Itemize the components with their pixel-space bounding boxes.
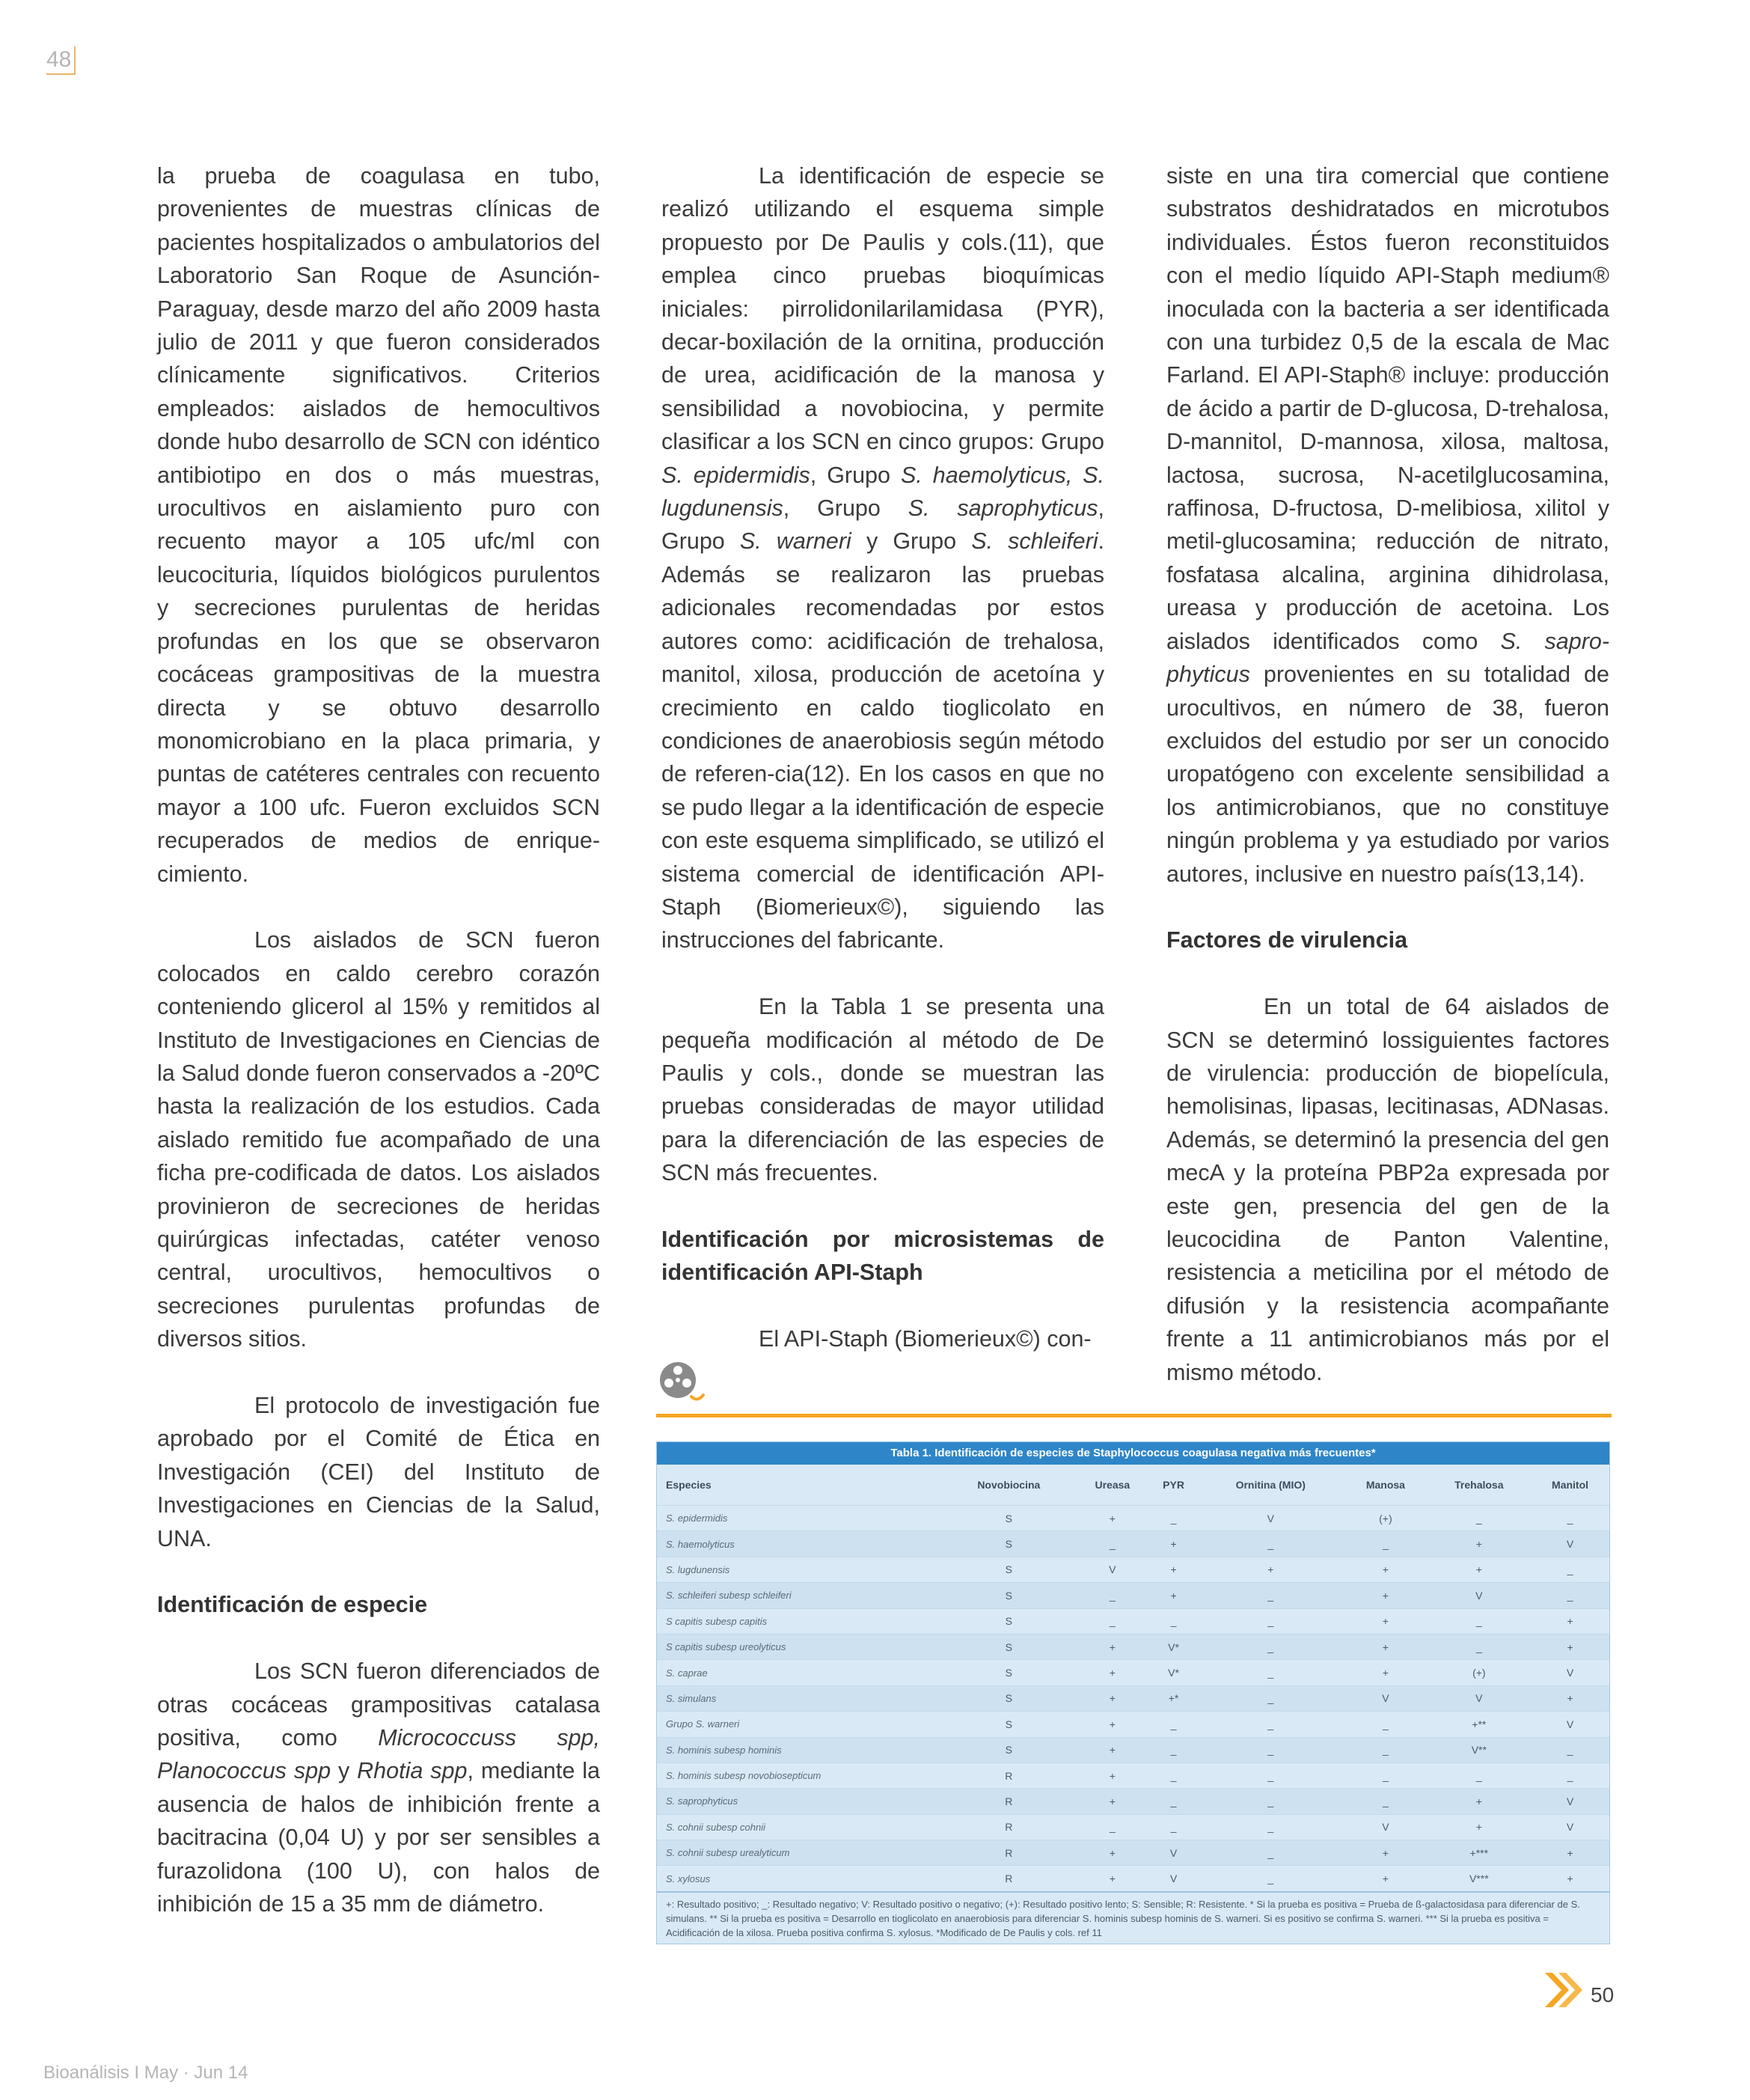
result-cell: +	[1531, 1866, 1609, 1891]
result-cell: +	[1150, 1557, 1197, 1582]
result-cell: +	[1075, 1506, 1150, 1531]
result-cell: _	[1075, 1814, 1150, 1840]
result-cell: S	[943, 1506, 1075, 1531]
result-cell: _	[1344, 1737, 1427, 1762]
result-cell: +	[1428, 1789, 1532, 1814]
result-cell: V	[1531, 1789, 1609, 1814]
species-name-cell: S. haemolyticus	[657, 1531, 943, 1557]
text-column-1	[157, 159, 600, 1954]
result-cell: V	[1197, 1506, 1344, 1531]
footer-publication: Bioanálisis I May · Jun 14	[43, 2063, 248, 2083]
result-cell: _	[1150, 1737, 1197, 1762]
paragraph: En un total de 64 aislados de SCN se determinó lossiguientes factores de virulencia: producción de biopelícula, hemolisinas, lipasas, lecitinasas, ADNasas. Además, se determinó la presencia del gen mecA y la proteína PBP2a expresada por este gen, presencia del gen de la leucocidina de Panton Valentine, resistencia a meticilina por el método de difusión y la resistencia acompañante frente a 11 antimicrobianos más por el mismo método.	[1166, 994, 1609, 1385]
result-cell: +	[1428, 1531, 1532, 1557]
result-cell: +	[1075, 1789, 1150, 1814]
species-name-cell: S. hominis subesp novobiosepticum	[657, 1762, 943, 1788]
result-cell: _	[1197, 1660, 1344, 1685]
result-cell: V	[1075, 1557, 1150, 1582]
result-cell: +	[1344, 1557, 1427, 1582]
table-row	[657, 1608, 1609, 1634]
result-cell: +	[1075, 1866, 1150, 1891]
paragraph: El protocolo de investigación fue aprobado por el Comité de Ética en Investigación (CEI) del Instituto de Investigaciones en Ciencias de la Salud, UNA.	[157, 1393, 600, 1551]
top-page-number: 48	[46, 46, 76, 75]
species-name-cell: S. schleiferi subesp schleiferi	[657, 1583, 943, 1608]
text-column-2	[661, 159, 1104, 1389]
result-cell: V	[1344, 1814, 1427, 1840]
species-table-figure	[656, 1441, 1610, 1944]
result-cell: +	[1344, 1866, 1427, 1891]
result-cell: +	[1150, 1583, 1197, 1608]
result-cell: _	[1197, 1762, 1344, 1788]
result-cell: V	[1150, 1840, 1197, 1866]
result-cell: (+)	[1428, 1660, 1532, 1685]
column-header: Manitol	[1552, 1479, 1589, 1491]
result-cell: S	[943, 1660, 1075, 1685]
column-header: Especies	[666, 1479, 712, 1491]
result-cell: _	[1428, 1762, 1532, 1788]
result-cell: _	[1428, 1608, 1532, 1634]
table-row	[657, 1634, 1609, 1659]
table-title: Tabla 1. Identificación de especies de Staphylococcus coagulasa negativa más frecuentes*	[657, 1442, 1609, 1465]
species-name-cell: S. cohnii subesp urealyticum	[657, 1840, 943, 1866]
result-cell: _	[1197, 1840, 1344, 1866]
result-cell: +	[1075, 1660, 1150, 1685]
result-cell: _	[1075, 1608, 1150, 1634]
result-cell: +	[1075, 1634, 1150, 1659]
result-cell: _	[1531, 1557, 1609, 1582]
table-row	[657, 1840, 1609, 1866]
table-row	[657, 1866, 1609, 1891]
result-cell: S	[943, 1685, 1075, 1711]
result-cell: R	[943, 1866, 1075, 1891]
result-cell: _	[1531, 1583, 1609, 1608]
result-cell: _	[1531, 1506, 1609, 1531]
result-cell: _	[1197, 1712, 1344, 1737]
species-name-cell: S. simulans	[657, 1685, 943, 1711]
result-cell: R	[943, 1789, 1075, 1814]
result-cell: +	[1531, 1685, 1609, 1711]
result-cell: +*	[1150, 1685, 1197, 1711]
result-cell: V***	[1428, 1866, 1532, 1891]
result-cell: R	[943, 1762, 1075, 1788]
column-header: Manosa	[1365, 1479, 1405, 1491]
result-cell: V*	[1150, 1660, 1197, 1685]
species-name-cell: S. xylosus	[657, 1866, 943, 1891]
result-cell: +	[1344, 1634, 1427, 1659]
result-cell: _	[1150, 1814, 1197, 1840]
table-row	[657, 1557, 1609, 1582]
species-name-cell: S. saprophyticus	[657, 1789, 943, 1814]
result-cell: V	[1344, 1685, 1427, 1711]
paragraph: Los SCN fueron diferenciados de otras cocáceas grampositivas catalasa positiva, como Micrococcuss spp, Planococcus spp y Rhotia spp, mediante la ausencia de halos de inhibición frente a bacitracina (0,04 U) y por ser sensibles a furazolidona (100 U), con halos de inhibición de 15 a 35 mm de diámetro.	[157, 1658, 600, 1917]
result-cell: +	[1075, 1737, 1150, 1762]
table-footnote: +: Resultado positivo; _: Resultado negativo; V: Resultado positivo o negativo; (+): Resultado positivo lento; S: Sensible; R: Resistente. * Si la prueba es positiva = Prueba de ß-galactosidasa para diferenciar de S. simulans. ** Si la prueba es positiva = Desarrollo en tioglicolato en anaerobiosis para diferenciar S. hominis subesp hominis de S. warneri. Si es positivo se confirma S. warneri. *** Si la prueba es positiva = Acidificación de la xilosa. Prueba positiva confirma S. xylosus. *Modificado de De Paulis y cols. ref 11	[657, 1891, 1609, 1940]
table-row	[657, 1685, 1609, 1711]
result-cell: V*	[1150, 1634, 1197, 1659]
bottom-page-number: 50	[1591, 1983, 1615, 2006]
result-cell: _	[1150, 1712, 1197, 1737]
column-header: Novobiocina	[977, 1479, 1041, 1491]
film-reel-icon	[658, 1361, 708, 1405]
result-cell: +	[1344, 1660, 1427, 1685]
table-row	[657, 1660, 1609, 1685]
result-cell: S	[943, 1737, 1075, 1762]
column-header: Ornitina (MIO)	[1235, 1479, 1306, 1491]
table-header-row	[657, 1465, 1609, 1506]
column-header: PYR	[1163, 1479, 1184, 1491]
result-cell: +	[1531, 1840, 1609, 1866]
result-cell: R	[943, 1814, 1075, 1840]
result-cell: +***	[1428, 1840, 1532, 1866]
result-cell: _	[1531, 1762, 1609, 1788]
result-cell: +	[1344, 1583, 1427, 1608]
result-cell: V	[1531, 1531, 1609, 1557]
result-cell: _	[1531, 1737, 1609, 1762]
table-row	[657, 1712, 1609, 1737]
result-cell: V	[1428, 1583, 1532, 1608]
paragraph: En la Tabla 1 se presenta una pequeña modificación al método de De Paulis y cols., donde se muestran las pruebas consideradas de mayor utilidad para la diferenciación de las especies de SCN más frecuentes.	[661, 994, 1104, 1186]
result-cell: +	[1428, 1557, 1532, 1582]
result-cell: V	[1150, 1866, 1197, 1891]
species-name-cell: Grupo S. warneri	[657, 1712, 943, 1737]
result-cell: _	[1197, 1608, 1344, 1634]
result-cell: +	[1531, 1634, 1609, 1659]
result-cell: +	[1428, 1814, 1532, 1840]
result-cell: _	[1344, 1762, 1427, 1788]
paragraph: El API-Staph (Biomerieux©) con-	[759, 1326, 1092, 1352]
table-row	[657, 1737, 1609, 1762]
table-row	[657, 1762, 1609, 1788]
result-cell: (+)	[1344, 1506, 1427, 1531]
result-cell: S	[943, 1557, 1075, 1582]
result-cell: _	[1197, 1531, 1344, 1557]
species-name-cell: S. cohnii subesp cohnii	[657, 1814, 943, 1840]
paragraph: La identificación de especie se realizó utilizando el esquema simple propuesto por De Paulis y cols.(11), que emplea cinco pruebas bioquímicas iniciales: pirrolidonilarilamidasa (PYR), decar-boxilación de la ornitina, producción de urea, acidificación de la manosa y sensibilidad a novobiocina, y permite clasificar a los SCN en cinco grupos: Grupo S. epidermidis, Grupo S. haemolyticus, S. lugdunensis, Grupo S. saprophyticus, Grupo S. warneri y Grupo S. schleiferi. Además se realizaron las pruebas adicionales recomendadas por estos autores como: acidificación de trehalosa, manitol, xilosa, producción de acetoína y crecimiento en caldo tioglicolato en condiciones de anaerobiosis según método de referen-cia(12). En los casos en que no se pudo llegar a la identificación de especie con este esquema simplificado, se utilizó el sistema comercial de identificación API-Staph (Biomerieux©), siguiendo las instrucciones del fabricante.	[661, 163, 1105, 953]
result-cell: _	[1150, 1506, 1197, 1531]
result-cell: _	[1197, 1866, 1344, 1891]
result-cell: +	[1344, 1608, 1427, 1634]
species-name-cell: S. lugdunensis	[657, 1557, 943, 1582]
species-table	[657, 1465, 1609, 1891]
result-cell: _	[1197, 1814, 1344, 1840]
result-cell: +**	[1428, 1712, 1532, 1737]
result-cell: S	[943, 1634, 1075, 1659]
species-name-cell: S capitis subesp capitis	[657, 1608, 943, 1634]
species-name-cell: S. caprae	[657, 1660, 943, 1685]
column-header: Ureasa	[1095, 1479, 1131, 1491]
result-cell: V	[1531, 1712, 1609, 1737]
result-cell: _	[1344, 1712, 1427, 1737]
result-cell: _	[1428, 1506, 1532, 1531]
result-cell: +	[1531, 1608, 1609, 1634]
result-cell: +	[1197, 1557, 1344, 1582]
result-cell: _	[1150, 1789, 1197, 1814]
table-top-rule	[656, 1414, 1612, 1417]
result-cell: V**	[1428, 1737, 1532, 1762]
result-cell: S	[943, 1531, 1075, 1557]
result-cell: _	[1075, 1583, 1150, 1608]
result-cell: V	[1531, 1660, 1609, 1685]
result-cell: _	[1075, 1531, 1150, 1557]
result-cell: _	[1428, 1634, 1532, 1659]
result-cell: _	[1150, 1762, 1197, 1788]
result-cell: S	[943, 1583, 1075, 1608]
result-cell: +	[1075, 1712, 1150, 1737]
result-cell: _	[1197, 1634, 1344, 1659]
result-cell: _	[1150, 1608, 1197, 1634]
result-cell: +	[1075, 1685, 1150, 1711]
section-heading: Factores de virulencia	[1166, 927, 1408, 953]
result-cell: _	[1344, 1531, 1427, 1557]
species-name-cell: S capitis subesp ureolyticus	[657, 1634, 943, 1659]
result-cell: _	[1344, 1789, 1427, 1814]
result-cell: +	[1075, 1840, 1150, 1866]
result-cell: _	[1197, 1685, 1344, 1711]
result-cell: V	[1428, 1685, 1532, 1711]
result-cell: +	[1150, 1531, 1197, 1557]
species-name-cell: S. epidermidis	[657, 1506, 943, 1531]
text-column-3	[1166, 159, 1609, 1422]
result-cell: V	[1531, 1814, 1609, 1840]
paragraph: Los aislados de SCN fueron colocados en caldo cerebro corazón conteniendo glicerol al 15% y remitidos al Instituto de Investigaciones en Ciencias de la Salud donde fueron conservados a -20ºC hasta la realización de los estudios. Cada aislado remitido fue acompañado de una ficha pre-codificada de datos. Los aislados provinieron de secreciones de heridas quirúrgicas infectadas, catéter venoso central, urocultivos, hemocultivos o secreciones purulentas profundas de diversos sitios.	[157, 927, 600, 1352]
result-cell: +	[1075, 1762, 1150, 1788]
table-row	[657, 1814, 1609, 1840]
column-header: Trehalosa	[1454, 1479, 1504, 1491]
paragraph: siste en una tira comercial que contiene substratos deshidratados en microtubos individuales. Éstos fueron reconstituidos con el medio líquido API-Staph medium® inoculada con la bacteria a ser identificada con una turbidez 0,5 de la escala de Mac Farland. El API-Staph® incluye: producción de ácido a partir de D-glucosa, D-trehalosa, D-mannitol, D-mannosa, xilosa, maltosa, lactosa, sucrosa, N-acetilglucosamina, raffinosa, D-fructosa, D-melibiosa, xilitol y metil-glucosamina; reducción de nitrato, fosfatasa alcalina, arginina dihidrolasa, ureasa y producción de acetoina. Los aislados identificados como S. sapro-phyticus provenientes en su totalidad de urocultivos, en número de 38, fueron excluidos del estudio por ser un conocido uropatógeno con excelente sensibilidad a los antimicrobianos, que no constituye ningún problema y ya estudiado por varios autores, inclusive en nuestro país(13,14).	[1166, 163, 1609, 887]
result-cell: S	[943, 1712, 1075, 1737]
section-heading: Identificación de especie	[157, 1592, 428, 1618]
double-chevron-right-icon	[1544, 1971, 1587, 2009]
section-heading: Identificación por microsistemas de identificación API-Staph	[661, 1226, 1104, 1286]
result-cell: _	[1197, 1583, 1344, 1608]
result-cell: S	[943, 1608, 1075, 1634]
table-row	[657, 1583, 1609, 1608]
table-row	[657, 1789, 1609, 1814]
paragraph: la prueba de coagulasa en tubo, provenientes de muestras clínicas de pacientes hospitalizados o ambulatorios del Laboratorio San Roque de Asunción-Paraguay, desde marzo del año 2009 hasta julio de 2011 y que fueron considerados clínicamente significativos. Criterios empleados: aislados de hemocultivos donde hubo desarrollo de SCN con idéntico antibiotipo en dos o más muestras, urocultivos en aislamiento puro con recuento mayor a 105 ufc/ml con leucocituria, líquidos biológicos purulentos y secreciones purulentas de heridas profundas en los que se observaron cocáceas grampositivas de la muestra directa y se obtuvo desarrollo monomicrobiano en la placa primaria, y puntas de catéteres centrales con recuento mayor a 100 ufc. Fueron excluidos SCN recuperados de medios de enrique-cimiento.	[157, 163, 600, 887]
result-cell: R	[943, 1840, 1075, 1866]
result-cell: _	[1197, 1789, 1344, 1814]
result-cell: _	[1197, 1737, 1344, 1762]
table-row	[657, 1506, 1609, 1531]
species-name-cell: S. hominis subesp hominis	[657, 1737, 943, 1762]
result-cell: +	[1344, 1840, 1427, 1866]
table-row	[657, 1531, 1609, 1557]
